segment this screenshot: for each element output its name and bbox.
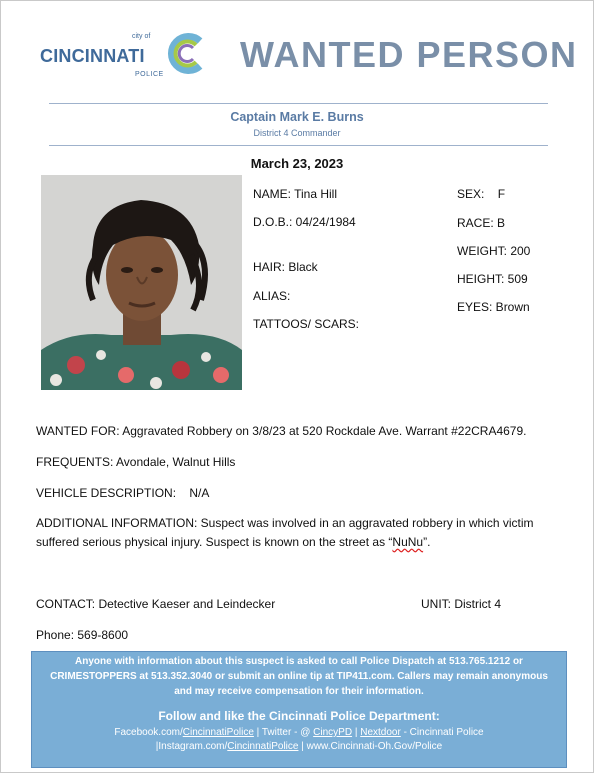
social-links bbox=[32, 726, 566, 754]
logo-c-mark-icon bbox=[163, 31, 208, 76]
logo-police: POLICE bbox=[135, 71, 164, 78]
nextdoor-suffix: - Cincinnati Police bbox=[400, 727, 484, 738]
unit: UNIT: District 4 bbox=[421, 597, 502, 611]
cincinnati-police-logo bbox=[40, 30, 210, 80]
suspect-dob: D.O.B.: 04/24/1984 bbox=[253, 215, 356, 229]
captain-name: Captain Mark E. Burns bbox=[230, 110, 364, 124]
frequents: FREQUENTS: Avondale, Walnut Hills bbox=[36, 455, 236, 469]
wanted-for: WANTED FOR: Aggravated Robbery on 3/8/23 at 520 Rockdale Ave. Warrant #22CRA4679. bbox=[36, 424, 527, 438]
tip-line-1: Anyone with information about this suspect is asked to call Police Dispatch at 513.765.1212 or bbox=[75, 656, 523, 667]
nextdoor-link[interactable]: Nextdoor bbox=[360, 727, 401, 738]
tip-line-2: CRIMESTOPPERS at 513.352.3040 or submit an online tip at TIP411.com. Callers may remain anonymous bbox=[50, 671, 548, 682]
suspect-hair: HAIR: Black bbox=[253, 260, 318, 274]
bulletin-date: March 23, 2023 bbox=[250, 156, 344, 171]
facebook-link[interactable]: CincinnatiPolice bbox=[182, 727, 254, 738]
vehicle-label: VEHICLE DESCRIPTION: bbox=[36, 486, 177, 500]
twitter-prefix: | Twitter - @ bbox=[253, 727, 314, 738]
suspect-sex-label: SEX: bbox=[457, 187, 485, 201]
additional-info-line-2 bbox=[36, 535, 430, 549]
facebook-prefix: Facebook.com/ bbox=[114, 727, 183, 738]
logo-city-of: city of bbox=[132, 33, 151, 40]
suspect-sex-value: F bbox=[497, 187, 506, 201]
vehicle-description bbox=[36, 486, 209, 500]
suspect-photo bbox=[41, 175, 242, 390]
suspect-height: HEIGHT: 509 bbox=[457, 272, 528, 286]
contact: CONTACT: Detective Kaeser and Leindecker bbox=[36, 597, 276, 611]
website-link[interactable]: | www.Cincinnati-Oh.Gov/Police bbox=[298, 741, 443, 752]
logo-city-name: CINCINNATI bbox=[40, 46, 145, 66]
suspect-race: RACE: B bbox=[457, 216, 506, 230]
nickname: NuNu bbox=[392, 535, 424, 549]
tip-line-3: and may receive compensation for their information. bbox=[174, 686, 424, 697]
additional-info-text: suffered serious physical injury. Suspect is known on the street as “ bbox=[36, 535, 393, 549]
page-title: WANTED PERSON bbox=[240, 34, 578, 75]
instagram-prefix: |Instagram.com/ bbox=[155, 741, 228, 752]
suspect-alias: ALIAS: bbox=[253, 289, 291, 303]
suspect-sex bbox=[457, 187, 505, 201]
bottom-divider bbox=[49, 145, 548, 146]
tip-info-box bbox=[31, 651, 567, 768]
phone: Phone: 569-8600 bbox=[36, 628, 129, 642]
link-separator: | bbox=[352, 727, 361, 738]
captain-title: District 4 Commander bbox=[253, 128, 341, 138]
suspect-name: NAME: Tina Hill bbox=[253, 187, 338, 201]
suspect-tattoos: TATTOOS/ SCARS: bbox=[253, 317, 360, 331]
additional-info-end: ”. bbox=[423, 535, 431, 549]
vehicle-value: N/A bbox=[189, 486, 210, 500]
instagram-link[interactable]: CincinnatiPolice bbox=[227, 741, 299, 752]
suspect-eyes: EYES: Brown bbox=[457, 300, 530, 314]
twitter-link[interactable]: CincyPD bbox=[313, 727, 353, 738]
additional-info-line-1: ADDITIONAL INFORMATION: Suspect was involved in an aggravated robbery in which victim bbox=[36, 516, 534, 530]
suspect-weight: WEIGHT: 200 bbox=[457, 244, 531, 258]
top-divider bbox=[49, 103, 548, 104]
follow-heading: Follow and like the Cincinnati Police Department: bbox=[158, 709, 440, 723]
